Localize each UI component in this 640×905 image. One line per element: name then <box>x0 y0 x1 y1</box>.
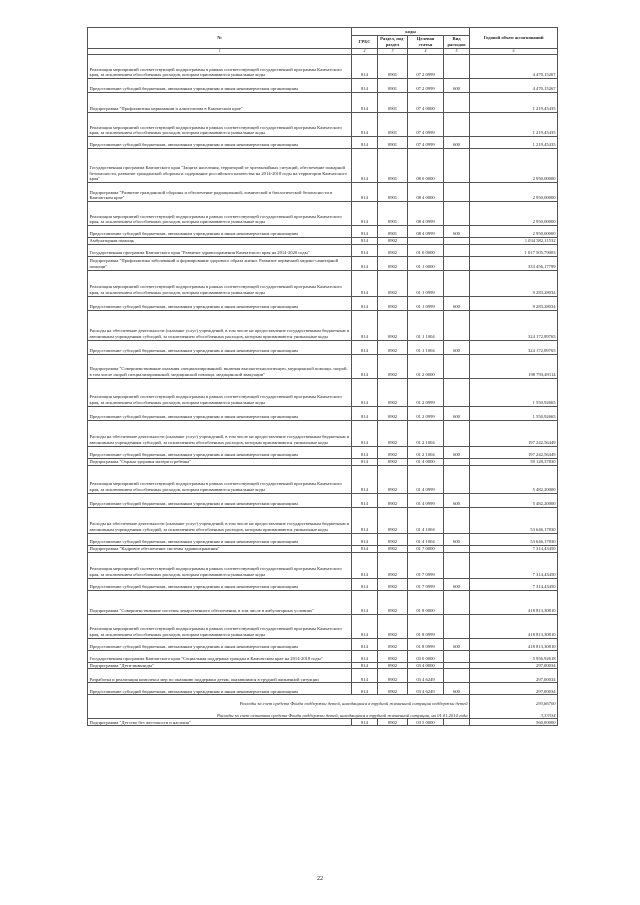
row-expense-type <box>444 420 470 446</box>
row-target-article: 07 4 0999 <box>408 113 444 137</box>
index-cell: 1 <box>88 49 352 55</box>
row-amount: 1 017 505,79003 <box>470 244 558 256</box>
row-target-article: 01 4 0999 <box>408 493 444 507</box>
row-name: Реализация мероприятий соответствующей подпрограммы в рамках соответствующей государственной программы Камчатского края, за исключением обособленных расходов, которым присваиваются уникальные коды <box>88 465 352 493</box>
header-number: № <box>88 28 352 49</box>
row-grbs: 814 <box>352 149 378 183</box>
table-row <box>88 552 558 578</box>
note-amount: 3,33334 <box>470 707 558 719</box>
row-name: Предоставление субсидий бюджетным, автономным учреждениям и иным некоммерческим организациям <box>88 340 352 354</box>
table-row <box>88 683 558 695</box>
row-section: 0902 <box>378 446 408 458</box>
row-grbs: 814 <box>352 310 378 340</box>
row-amount: 7 314,43450 <box>470 578 558 590</box>
row-expense-type <box>444 650 470 662</box>
row-target-article: 01 1 0999 <box>408 270 444 296</box>
table-row <box>88 238 558 245</box>
row-target-article: 01 4 1004 <box>408 533 444 545</box>
row-target-article: 07 2 0999 <box>408 55 444 79</box>
row-expense-type: 600 <box>444 79 470 93</box>
row-grbs: 814 <box>352 270 378 296</box>
row-grbs: 814 <box>352 638 378 650</box>
table-row <box>88 256 558 270</box>
row-amount: 5 482,20000 <box>470 493 558 507</box>
row-section: 0902 <box>378 650 408 662</box>
row-grbs: 814 <box>352 79 378 93</box>
row-amount: 2 950,00000 <box>470 183 558 202</box>
row-grbs: 814 <box>352 669 378 683</box>
header-target: Целевая статья <box>408 36 444 49</box>
table-row <box>88 719 558 726</box>
row-name: Предоставление субсидий бюджетным, автономным учреждениям и иным некоммерческим организациям <box>88 446 352 458</box>
table-header <box>88 28 558 55</box>
table-row <box>88 55 558 79</box>
row-expense-type: 600 <box>444 226 470 238</box>
row-expense-type <box>444 614 470 638</box>
row-target-article: 08 4 0999 <box>408 226 444 238</box>
row-grbs: 814 <box>352 244 378 256</box>
table-row <box>88 545 558 552</box>
row-section: 0902 <box>378 662 408 669</box>
row-target-article: 01 7 0000 <box>408 545 444 552</box>
row-section: 0902 <box>378 669 408 683</box>
row-expense-type <box>444 545 470 552</box>
row-target-article: 07 4 0000 <box>408 93 444 113</box>
table-row <box>88 93 558 113</box>
row-grbs: 814 <box>352 533 378 545</box>
row-expense-type <box>444 93 470 113</box>
table-row <box>88 149 558 183</box>
row-section: 0902 <box>378 458 408 465</box>
row-expense-type <box>444 552 470 578</box>
row-expense-type <box>444 244 470 256</box>
table-row <box>88 137 558 149</box>
row-expense-type <box>444 590 470 614</box>
row-section: 0902 <box>378 354 408 378</box>
row-grbs: 814 <box>352 354 378 378</box>
note-row <box>88 707 558 719</box>
row-expense-type <box>444 719 470 726</box>
row-amount: 2 950,00000 <box>470 149 558 183</box>
row-name: Расходы на обеспечение деятельности (оказание услуг) учреждений, в том числе на предоставление государственным бюджетным и автономным учреждениям субсидий, за исключением обособленных расходов, которым присваиваются уникальные коды <box>88 310 352 340</box>
row-grbs: 814 <box>352 420 378 446</box>
note-text: Расходы за счет средств Фонда поддержки детей, находящихся в трудной жизненной ситуации поддержки детей <box>88 695 470 707</box>
row-target-article: 03 5 0000 <box>408 719 444 726</box>
table-row <box>88 310 558 340</box>
row-target-article: 01 7 0999 <box>408 578 444 590</box>
row-grbs: 814 <box>352 507 378 533</box>
table-row <box>88 354 558 378</box>
table-body <box>88 55 558 726</box>
row-expense-type <box>444 507 470 533</box>
row-amount: 7 314,43450 <box>470 552 558 578</box>
row-grbs: 814 <box>352 238 378 245</box>
row-section: 0901 <box>378 79 408 93</box>
row-name: Государственная программа Камчатского края "Защита населения, территорий от чрезвычайных ситуаций, обеспечение пожарной безопасности, развитие гражданской обороны и содержание российского казачества на 2014-2018 годы на территории Камчатского края" <box>88 149 352 183</box>
page-number: 22 <box>317 876 323 882</box>
row-amount: 53 646,17830 <box>470 507 558 533</box>
row-target-article: 01 8 0000 <box>408 590 444 614</box>
row-target-article: 07 2 0999 <box>408 79 444 93</box>
row-expense-type: 600 <box>444 446 470 458</box>
row-expense-type <box>444 270 470 296</box>
table-row <box>88 270 558 296</box>
row-section: 0902 <box>378 244 408 256</box>
row-name: Государственная программа Камчатского края "Развитие здравоохранения Камчатского края на 2014-2020 годы" <box>88 244 352 256</box>
row-name: Реализация мероприятий соответствующей подпрограммы в рамках соответствующей государственной программы Камчатского края, за исключением обособленных расходов, которым присваиваются уникальные коды <box>88 614 352 638</box>
row-expense-type <box>444 113 470 137</box>
row-target-article: 03 4 6249 <box>408 669 444 683</box>
row-expense-type <box>444 458 470 465</box>
table-row <box>88 650 558 662</box>
table-row <box>88 340 558 354</box>
row-name: Подпрограмма "Профилактика заболеваний и формирование здорового образа жизни. Развитие первичной медико-санитарной помощи" <box>88 256 352 270</box>
row-grbs: 814 <box>352 650 378 662</box>
row-expense-type: 600 <box>444 683 470 695</box>
row-name: Расходы на обеспечение деятельности (оказание услуг) учреждений, в том числе на предоставление государственным бюджетным и автономным учреждениям субсидий, за исключением обособленных расходов, которым присваиваются уникальные коды <box>88 420 352 446</box>
row-name: Подпрограмма "Дети-инвалиды" <box>88 662 352 669</box>
row-name: Предоставление субсидий бюджетным, автономным учреждениям и иным некоммерческим организациям <box>88 79 352 93</box>
row-grbs: 814 <box>352 614 378 638</box>
row-grbs: 814 <box>352 256 378 270</box>
row-name: Реализация мероприятий соответствующей подпрограммы в рамках соответствующей государственной программы Камчатского края, за исключением обособленных расходов, которым присваиваются уникальные коды <box>88 270 352 296</box>
row-section: 0902 <box>378 533 408 545</box>
row-section: 0902 <box>378 507 408 533</box>
row-expense-type: 600 <box>444 493 470 507</box>
row-target-article: 01 7 0999 <box>408 552 444 578</box>
header-codes: коды <box>352 28 470 36</box>
header-volume: Годовой объем ассигнований <box>470 28 558 49</box>
row-target-article: 01 8 0999 <box>408 638 444 650</box>
row-expense-type <box>444 149 470 183</box>
row-amount: 1 219,45435 <box>470 113 558 137</box>
row-section: 0902 <box>378 614 408 638</box>
table-row <box>88 378 558 406</box>
row-amount: 197 242,56449 <box>470 420 558 446</box>
row-amount: 333 456,17799 <box>470 256 558 270</box>
row-grbs: 814 <box>352 458 378 465</box>
row-section: 0901 <box>378 183 408 202</box>
index-cell: 3 <box>378 49 408 55</box>
row-target-article: 01 1 0999 <box>408 296 444 310</box>
row-expense-type <box>444 465 470 493</box>
note-text: Расходы за счет остатков средств Фонда поддержки детей, находящихся в трудной жизненной ситуации, на 01.01.2014 года <box>88 707 470 719</box>
row-section: 0901 <box>378 226 408 238</box>
row-section: 0901 <box>378 55 408 79</box>
row-grbs: 814 <box>352 662 378 669</box>
row-expense-type: 600 <box>444 638 470 650</box>
table-row <box>88 296 558 310</box>
row-amount: 198 793,49114 <box>470 354 558 378</box>
row-amount: 297,00034 <box>470 669 558 683</box>
row-section: 0902 <box>378 719 408 726</box>
row-expense-type <box>444 378 470 406</box>
row-expense-type <box>444 669 470 683</box>
row-grbs: 814 <box>352 493 378 507</box>
row-name: Реализация мероприятий соответствующей подпрограммы в рамках соответствующей государственной программы Камчатского края, за исключением обособленных расходов, которым присваиваются уникальные коды <box>88 378 352 406</box>
table-row <box>88 638 558 650</box>
row-name: Предоставление субсидий бюджетным, автономным учреждениям и иным некоммерческим организациям <box>88 493 352 507</box>
row-amount: 9 283,28034 <box>470 296 558 310</box>
row-grbs: 814 <box>352 202 378 226</box>
row-section: 0902 <box>378 683 408 695</box>
row-target-article: 01 0 0000 <box>408 244 444 256</box>
row-section: 0902 <box>378 552 408 578</box>
row-section: 0902 <box>378 238 408 245</box>
row-grbs: 814 <box>352 590 378 614</box>
row-amount: 7 314,43450 <box>470 545 558 552</box>
row-expense-type <box>444 662 470 669</box>
row-section: 0902 <box>378 465 408 493</box>
note-amount: 293,66700 <box>470 695 558 707</box>
row-name: Предоставление субсидий бюджетным, автономным учреждениям и иным некоммерческим организациям <box>88 578 352 590</box>
row-target-article: 01 2 0000 <box>408 354 444 378</box>
row-target-article: 08 4 0000 <box>408 183 444 202</box>
table-row <box>88 406 558 420</box>
row-amount: 5 482,20000 <box>470 465 558 493</box>
row-section: 0902 <box>378 310 408 340</box>
row-name: Предоставление субсидий бюджетным, автономным учреждениям и иным некоммерческим организациям <box>88 296 352 310</box>
row-grbs: 814 <box>352 55 378 79</box>
row-grbs: 814 <box>352 226 378 238</box>
row-target-article: 01 1 1004 <box>408 310 444 340</box>
row-target-article: 01 8 0999 <box>408 614 444 638</box>
table-row <box>88 226 558 238</box>
row-amount: 297,00034 <box>470 662 558 669</box>
row-grbs: 814 <box>352 446 378 458</box>
row-expense-type <box>444 310 470 340</box>
table-row <box>88 446 558 458</box>
table-row <box>88 465 558 493</box>
row-grbs: 814 <box>352 113 378 137</box>
row-section: 0901 <box>378 137 408 149</box>
row-amount: 2 950,00000 <box>470 202 558 226</box>
header-section: Раздел, под-раздел <box>378 36 408 49</box>
row-name: Предоставление субсидий бюджетным, автономным учреждениям и иным некоммерческим организациям <box>88 137 352 149</box>
row-expense-type: 600 <box>444 578 470 590</box>
header-grbs: ГРБС <box>352 36 378 49</box>
row-target-article: 03 4 0000 <box>408 662 444 669</box>
row-grbs: 814 <box>352 137 378 149</box>
table-row <box>88 662 558 669</box>
row-grbs: 814 <box>352 378 378 406</box>
row-target-article: 01 4 0999 <box>408 465 444 493</box>
row-name: Предоставление субсидий бюджетным, автономным учреждениям и иным некоммерческим организациям <box>88 638 352 650</box>
row-name: Подпрограмма "Профилактика наркомании и алкоголизма в Камчатском крае" <box>88 93 352 113</box>
row-target-article: 01 2 0999 <box>408 406 444 420</box>
index-cell: 6 <box>470 49 558 55</box>
row-section: 0902 <box>378 340 408 354</box>
row-amount: 59 128,37830 <box>470 458 558 465</box>
row-target-article: 01 2 1004 <box>408 420 444 446</box>
row-target-article: 01 4 1004 <box>408 507 444 533</box>
row-grbs: 814 <box>352 93 378 113</box>
budget-page <box>87 27 557 726</box>
row-grbs: 814 <box>352 545 378 552</box>
table-row <box>88 669 558 683</box>
row-name: Подпрограмма "Совершенствование системы лекарственного обеспечения, в том числе в амбулаторных условиях" <box>88 590 352 614</box>
row-name: Подпрограмма "Охрана здоровья матери и ребенка" <box>88 458 352 465</box>
row-expense-type: 600 <box>444 533 470 545</box>
table-row <box>88 202 558 226</box>
row-section: 0902 <box>378 378 408 406</box>
table-row <box>88 578 558 590</box>
row-expense-type: 600 <box>444 137 470 149</box>
row-section: 0901 <box>378 202 408 226</box>
table-row <box>88 244 558 256</box>
row-name: Предоставление субсидий бюджетным, автономным учреждениям и иным некоммерческим организациям <box>88 226 352 238</box>
row-target-article: 03 0 0000 <box>408 650 444 662</box>
row-section: 0902 <box>378 545 408 552</box>
row-target-article: 03 4 6249 <box>408 683 444 695</box>
row-section: 0902 <box>378 590 408 614</box>
table-row <box>88 590 558 614</box>
row-section: 0902 <box>378 406 408 420</box>
row-name: Подпрограмма "Совершенствование оказания специализированной, включая высокотехнологичную, медицинской помощи, скорой, в том числе скорой специализированной, медицинской помощи, медицинской эвакуации" <box>88 354 352 378</box>
row-expense-type: 600 <box>444 340 470 354</box>
row-name: Подпрограмма "Детство без жестокости и насилия" <box>88 719 352 726</box>
row-amount: 5 956,92618 <box>470 650 558 662</box>
row-section: 0902 <box>378 638 408 650</box>
row-amount: 297,00034 <box>470 683 558 695</box>
row-target-article <box>408 238 444 245</box>
row-expense-type <box>444 354 470 378</box>
row-amount: 53 646,17830 <box>470 533 558 545</box>
row-grbs: 814 <box>352 683 378 695</box>
row-amount: 4 470,15267 <box>470 79 558 93</box>
table-row <box>88 493 558 507</box>
row-target-article: 01 1 0000 <box>408 256 444 270</box>
row-grbs: 814 <box>352 296 378 310</box>
row-name: Предоставление субсидий бюджетным, автономным учреждениям и иным некоммерческим организациям <box>88 533 352 545</box>
row-name: Реализация мероприятий соответствующей подпрограммы в рамках соответствующей государственной программы Камчатского края, за исключением обособленных расходов, которым присваиваются уникальные коды <box>88 552 352 578</box>
row-expense-type <box>444 202 470 226</box>
table-row <box>88 507 558 533</box>
row-expense-type <box>444 256 470 270</box>
row-name: Предоставление субсидий бюджетным, автономным учреждениям и иным некоммерческим организациям <box>88 683 352 695</box>
note-row <box>88 695 558 707</box>
row-section: 0901 <box>378 93 408 113</box>
row-target-article: 01 2 1004 <box>408 446 444 458</box>
row-section: 0902 <box>378 270 408 296</box>
row-name: Разработка и реализация комплекса мер по оказанию поддержки детям, оказавшимся в трудной жизненной ситуации <box>88 669 352 683</box>
row-grbs: 814 <box>352 340 378 354</box>
row-section: 0902 <box>378 493 408 507</box>
row-amount: 197 242,56449 <box>470 446 558 458</box>
row-target-article: 01 4 0000 <box>408 458 444 465</box>
row-name: Подпрограмма "Развитие гражданской обороны и обеспечение радиационной, химической и биологической безопасности в Камчатском крае" <box>88 183 352 202</box>
table-row <box>88 614 558 638</box>
row-target-article: 07 4 0999 <box>408 137 444 149</box>
row-amount: 4 470,15267 <box>470 55 558 79</box>
budget-table <box>87 27 558 726</box>
row-amount: 1 550,92665 <box>470 378 558 406</box>
table-row <box>88 183 558 202</box>
table-row <box>88 113 558 137</box>
row-section: 0901 <box>378 149 408 183</box>
row-name: Подпрограмма "Кадровое обеспечение системы здравоохранения" <box>88 545 352 552</box>
row-name: Расходы на обеспечение деятельности (оказание услуг) учреждений, в том числе на предоставление государственным бюджетным и автономным учреждениям субсидий, за исключением обособленных расходов, которым присваиваются уникальные коды <box>88 507 352 533</box>
row-grbs: 814 <box>352 465 378 493</box>
row-amount: 1 219,45435 <box>470 137 558 149</box>
row-grbs: 814 <box>352 406 378 420</box>
row-section: 0902 <box>378 578 408 590</box>
row-name: Предоставление субсидий бюджетным, автономным учреждениям и иным некоммерческим организациям <box>88 406 352 420</box>
row-name: Реализация мероприятий соответствующей подпрограммы в рамках соответствующей государственной программы Камчатского края, за исключением обособленных расходов, которым присваиваются уникальные коды <box>88 202 352 226</box>
row-amount: 1 550,92665 <box>470 406 558 420</box>
row-amount: 418 813,30810 <box>470 590 558 614</box>
row-expense-type: 600 <box>444 296 470 310</box>
index-cell: 2 <box>352 49 378 55</box>
row-section: 0902 <box>378 296 408 310</box>
index-cell: 5 <box>444 49 470 55</box>
row-amount: 418 813,30810 <box>470 614 558 638</box>
row-name: Реализация мероприятий соответствующей подпрограммы в рамках соответствующей государственной программы Камчатского края, за исключением обособленных расходов, которым присваиваются уникальные коды <box>88 113 352 137</box>
table-row <box>88 79 558 93</box>
row-amount: 418 813,30810 <box>470 638 558 650</box>
row-grbs: 814 <box>352 183 378 202</box>
row-section: 0902 <box>378 256 408 270</box>
row-section: 0902 <box>378 420 408 446</box>
row-amount: 1 034 582,11532 <box>470 238 558 245</box>
header-expense-type: Вид расходов <box>444 36 470 49</box>
row-target-article: 01 1 1004 <box>408 340 444 354</box>
row-target-article: 08 4 0999 <box>408 202 444 226</box>
table-row <box>88 420 558 446</box>
row-amount: 2 950,00000 <box>470 226 558 238</box>
row-amount: 1 219,45435 <box>470 93 558 113</box>
row-name: Амбулаторная помощь <box>88 238 352 245</box>
row-amount: 9 283,28034 <box>470 270 558 296</box>
row-expense-type <box>444 55 470 79</box>
row-section: 0901 <box>378 113 408 137</box>
row-amount: 324 172,89765 <box>470 340 558 354</box>
table-row <box>88 533 558 545</box>
row-grbs: 814 <box>352 578 378 590</box>
table-row <box>88 458 558 465</box>
row-expense-type <box>444 238 470 245</box>
row-grbs: 814 <box>352 719 378 726</box>
row-target-article: 01 2 0999 <box>408 378 444 406</box>
row-amount: 324 172,89765 <box>470 310 558 340</box>
row-target-article: 08 0 0000 <box>408 149 444 183</box>
row-name: Реализация мероприятий соответствующей подпрограммы в рамках соответствующей государственной программы Камчатского края, за исключением обособленных расходов, которым присваиваются уникальные коды <box>88 55 352 79</box>
row-amount: 560,00000 <box>470 719 558 726</box>
row-name: Государственная программа Камчатского края "Социальная поддержка граждан в Камчатском крае на 2014-2018 годы" <box>88 650 352 662</box>
row-grbs: 814 <box>352 552 378 578</box>
index-cell: 4 <box>408 49 444 55</box>
row-expense-type: 600 <box>444 406 470 420</box>
row-expense-type <box>444 183 470 202</box>
